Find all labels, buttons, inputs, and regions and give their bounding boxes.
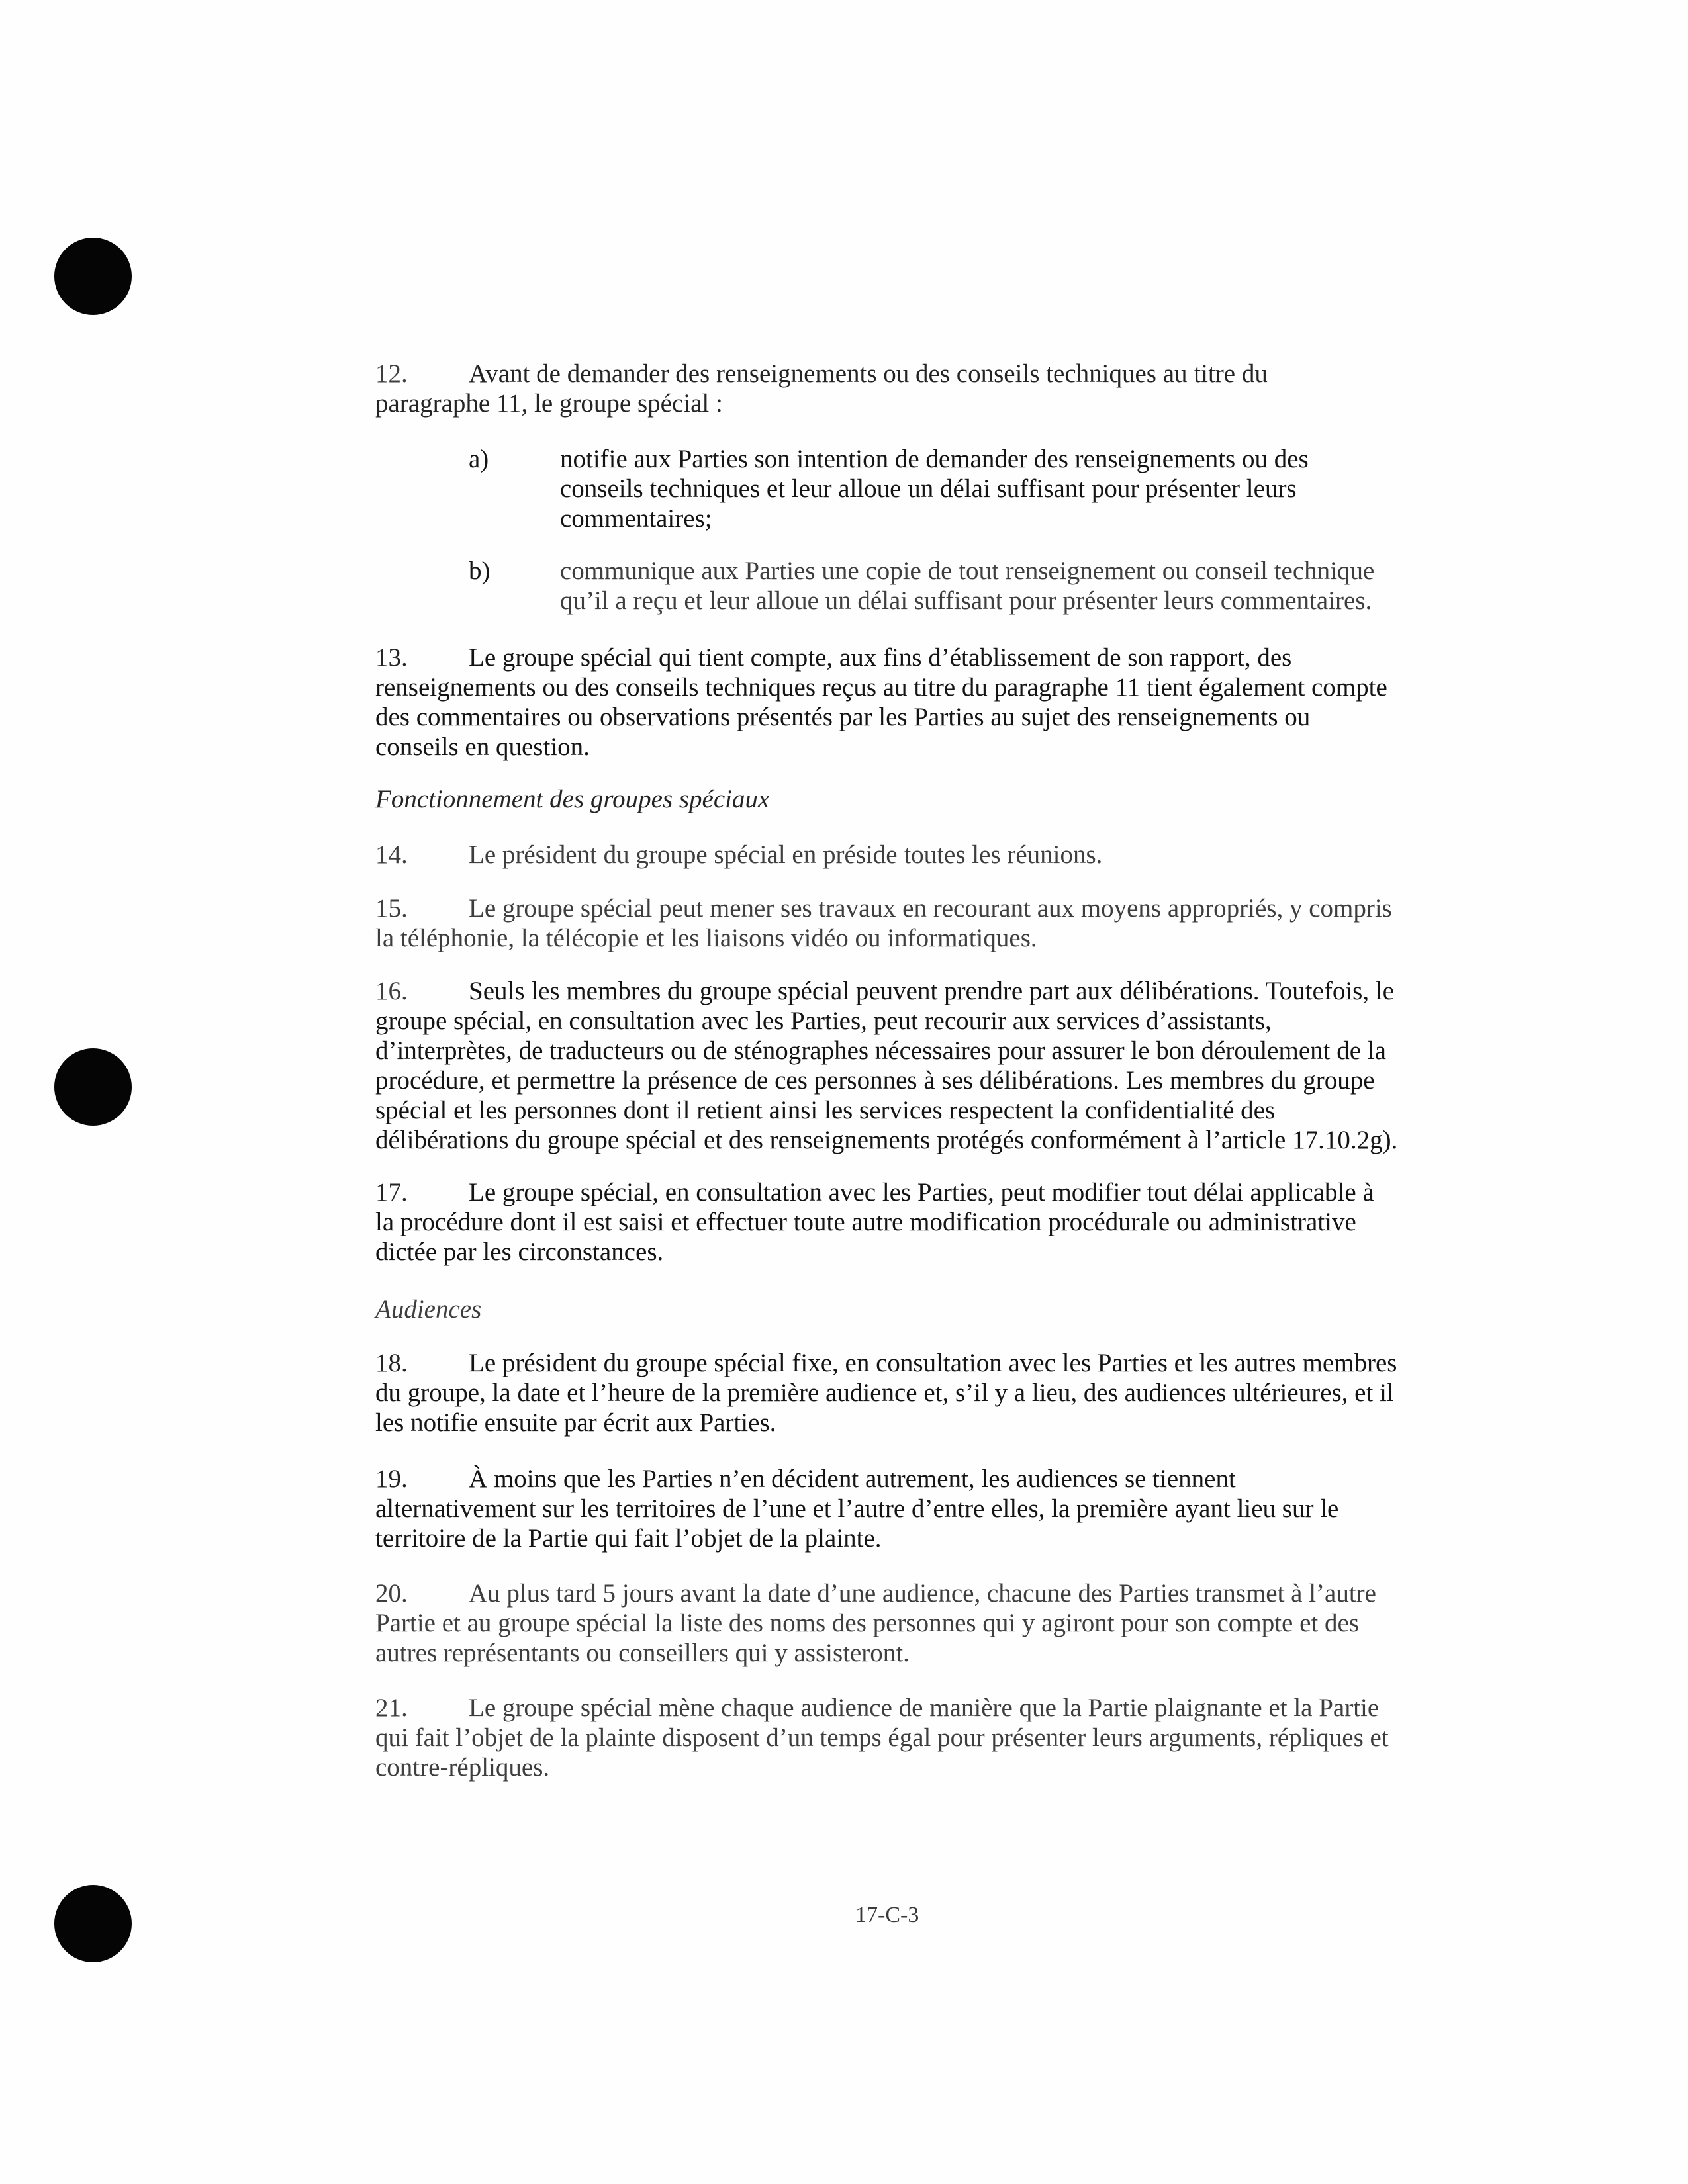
- paragraph-16: [375, 976, 1448, 1155]
- paragraph-line: [375, 1177, 1448, 1207]
- subitem-line: qu’il a reçu et leur alloue un délai suffisant pour présenter leurs commentaires.: [560, 586, 1372, 615]
- paragraph-line: qui fait l’objet de la plainte disposent d’un temps égal pour présenter leurs arguments, répliques et: [375, 1723, 1389, 1752]
- paragraph-line: conseils en question.: [375, 733, 590, 761]
- paragraph-line: [375, 1693, 1448, 1723]
- paragraph-number: 21.: [375, 1694, 408, 1722]
- paragraph-line: d’interprètes, de traducteurs ou de sténographes nécessaires pour assurer le bon déroulement de la: [375, 1036, 1386, 1065]
- paragraph-line: contre-répliques.: [375, 1753, 550, 1782]
- paragraph-12: [375, 359, 1448, 418]
- paragraph-line: [375, 643, 1448, 672]
- paragraph-14: [375, 840, 1448, 870]
- paragraph-17: [375, 1177, 1448, 1267]
- paragraph-20: [375, 1578, 1448, 1668]
- paragraph-line: dictée par les circonstances.: [375, 1238, 664, 1266]
- paragraph-line: [375, 840, 1448, 870]
- section-heading-text: Fonctionnement des groupes spéciaux: [375, 785, 770, 813]
- paragraph-text: Avant de demander des renseignements ou des conseils techniques au titre du: [469, 359, 1268, 388]
- paragraph-line: la procédure dont il est saisi et effectuer toute autre modification procédurale ou administrative: [375, 1208, 1356, 1236]
- paragraph-line: renseignements ou des conseils techniques reçus au titre du paragraphe 11 tient également compte: [375, 673, 1387, 702]
- paragraph-line: [375, 1578, 1448, 1608]
- paragraph-number: 13.: [375, 643, 408, 672]
- paragraph-text: À moins que les Parties n’en décident autrement, les audiences se tiennent: [469, 1465, 1236, 1493]
- paragraph-line: Partie et au groupe spécial la liste des noms des personnes qui y agiront pour son compte et des: [375, 1609, 1359, 1637]
- paragraph-number: 17.: [375, 1178, 408, 1206]
- paragraph-text: Le groupe spécial qui tient compte, aux fins d’établissement de son rapport, des: [469, 643, 1292, 672]
- paragraph-number: 12.: [375, 359, 408, 388]
- paragraph-line: territoire de la Partie qui fait l’objet de la plainte.: [375, 1524, 882, 1553]
- paragraph-text: Seuls les membres du groupe spécial peuvent prendre part aux délibérations. Toutefois, le: [469, 977, 1394, 1005]
- punch-hole: [54, 238, 132, 315]
- paragraph-text: Au plus tard 5 jours avant la date d’une audience, chacune des Parties transmet à l’autre: [469, 1579, 1376, 1608]
- paragraph-number: 18.: [375, 1349, 408, 1377]
- paragraph-line: [375, 976, 1448, 1006]
- subitem-text: notifie aux Parties son intention de demander des renseignements ou des: [560, 445, 1309, 473]
- punch-hole: [54, 1048, 132, 1126]
- subitem-text: communique aux Parties une copie de tout renseignement ou conseil technique: [560, 557, 1375, 585]
- paragraph-number: 15.: [375, 894, 408, 923]
- paragraph-line: spécial et les personnes dont il retient ainsi les services respectent la confidentialité des: [375, 1096, 1276, 1124]
- paragraph-line: paragraphe 11, le groupe spécial :: [375, 389, 723, 418]
- paragraph-text: Le président du groupe spécial fixe, en consultation avec les Parties et les autres membres: [469, 1349, 1397, 1377]
- paragraph-line: autres représentants ou conseillers qui y assisteront.: [375, 1639, 910, 1667]
- subitem-a: [469, 444, 1448, 533]
- paragraph-text: Le président du groupe spécial en préside toutes les réunions.: [469, 841, 1103, 869]
- paragraph-number: 14.: [375, 841, 408, 869]
- paragraph-line: procédure, et permettre la présence de ces personnes à ses délibérations. Les membres du groupe: [375, 1066, 1375, 1095]
- paragraph-line: délibérations du groupe spécial et des renseignements protégés conformément à l’article 17.10.2g).: [375, 1126, 1398, 1154]
- paragraph-19: [375, 1464, 1448, 1553]
- paragraph-line: [375, 1348, 1448, 1378]
- subitem-line: [469, 444, 1448, 474]
- paragraph-number: 19.: [375, 1465, 408, 1493]
- subitem-line: conseils techniques et leur alloue un délai suffisant pour présenter leurs: [560, 475, 1297, 503]
- paragraph-text: Le groupe spécial mène chaque audience de manière que la Partie plaignante et la Partie: [469, 1694, 1380, 1722]
- paragraph-line: les notifie ensuite par écrit aux Parties.: [375, 1408, 776, 1437]
- punch-hole: [54, 1885, 132, 1962]
- paragraph-line: alternativement sur les territoires de l’une et l’autre d’entre elles, la première ayant lieu sur le: [375, 1494, 1339, 1523]
- paragraph-line: [375, 359, 1448, 388]
- page-number: 17-C-3: [855, 1903, 919, 1927]
- paragraph-13: [375, 643, 1448, 762]
- paragraph-15: [375, 893, 1448, 953]
- section-heading-text: Audiences: [375, 1295, 482, 1324]
- subitem-line: commentaires;: [560, 504, 712, 533]
- paragraph-line: la téléphonie, la télécopie et les liaisons vidéo ou informatiques.: [375, 924, 1037, 952]
- paragraph-line: du groupe, la date et l’heure de la première audience et, s’il y a lieu, des audiences ultérieures, et il: [375, 1379, 1394, 1407]
- subitem-label: b): [469, 557, 491, 585]
- subitem-b: [469, 556, 1448, 615]
- paragraph-text: Le groupe spécial, en consultation avec les Parties, peut modifier tout délai applicable à: [469, 1178, 1374, 1206]
- paragraph-21: [375, 1693, 1448, 1782]
- section-heading: [375, 1295, 1448, 1324]
- subitem-label: a): [469, 445, 489, 473]
- paragraph-number: 20.: [375, 1579, 408, 1608]
- paragraph-line: [375, 1464, 1448, 1494]
- subitem-line: [469, 556, 1448, 586]
- section-heading: [375, 784, 1448, 814]
- paragraph-line: [375, 893, 1448, 923]
- paragraph-line: groupe spécial, en consultation avec les Parties, peut recourir aux services d’assistants,: [375, 1007, 1272, 1035]
- paragraph-line: des commentaires ou observations présentés par les Parties au sujet des renseignements ou: [375, 703, 1311, 731]
- paragraph-text: Le groupe spécial peut mener ses travaux en recourant aux moyens appropriés, y compris: [469, 894, 1392, 923]
- paragraph-number: 16.: [375, 977, 408, 1005]
- paragraph-18: [375, 1348, 1448, 1437]
